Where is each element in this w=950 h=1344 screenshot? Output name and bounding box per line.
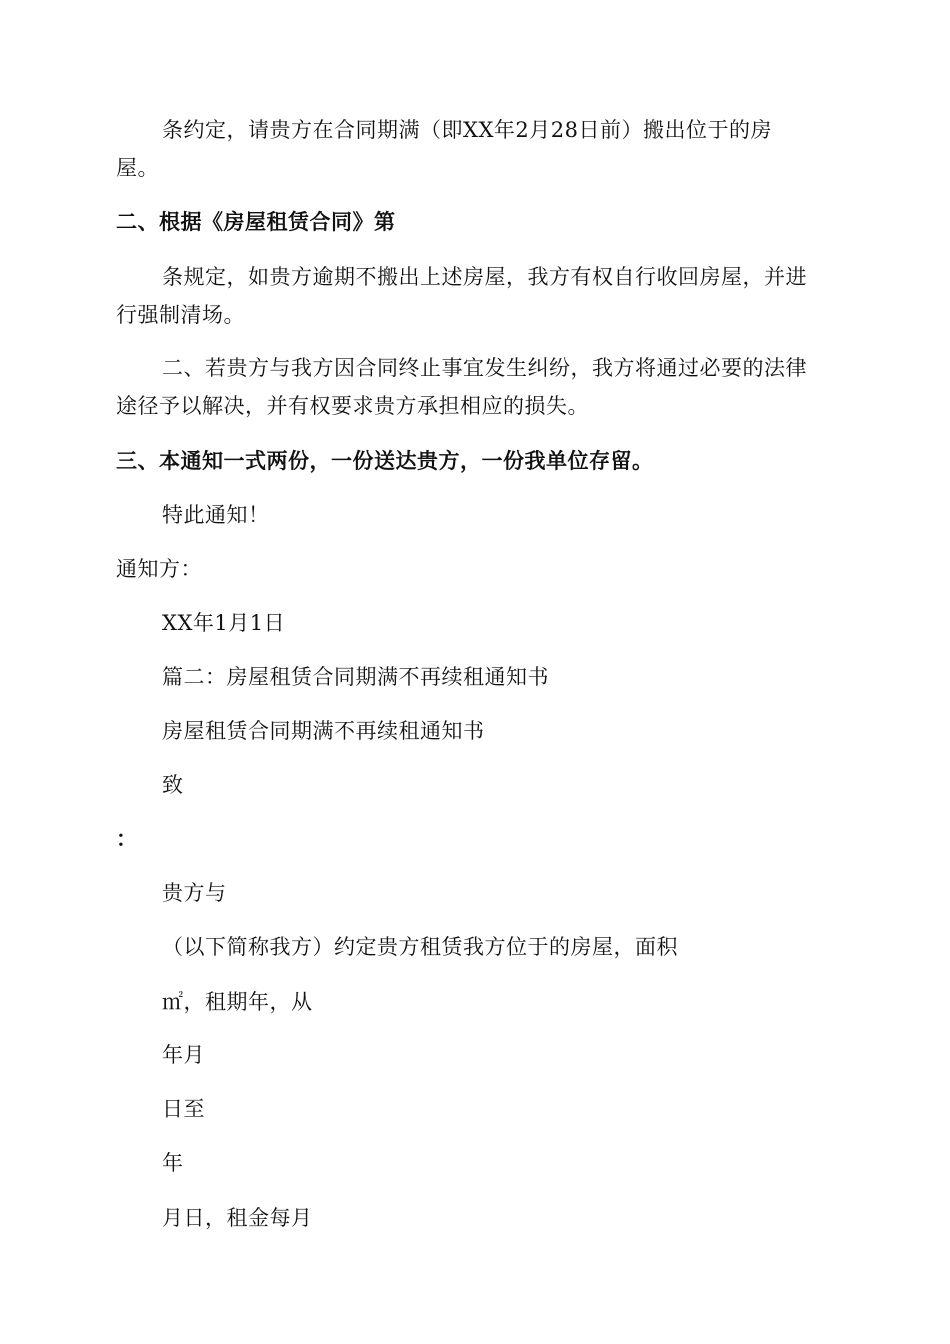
paragraph-line: 年 (162, 1151, 184, 1175)
paragraph-line: 行强制清场。 (116, 303, 245, 327)
paragraph-line: 日至 (162, 1097, 205, 1121)
paragraph-line: 二、若贵方与我方因合同终止事宜发生纠纷，我方将通过必要的法律 (162, 356, 807, 380)
paragraph-line: 屋。 (116, 156, 159, 180)
paragraph-line: 条约定，请贵方在合同期满（即XX年2月28日前）搬出位于的房 (162, 118, 772, 142)
closing-line: 特此通知！ (162, 503, 270, 527)
paragraph-line: 贵方与 (162, 881, 227, 905)
section-heading: 二、根据《房屋租赁合同》第 (116, 209, 396, 234)
date-line: XX年1月1日 (162, 611, 286, 635)
chapter-title: 篇二：房屋租赁合同期满不再续租通知书 (162, 665, 549, 689)
salutation-colon: ： (116, 826, 138, 851)
section-heading: 三、本通知一式两份，一份送达贵方，一份我单位存留。 (116, 448, 654, 473)
notifier-label: 通知方： (116, 557, 202, 581)
paragraph-line: 途径予以解决，并有权要求贵方承担相应的损失。 (116, 394, 589, 418)
paragraph-line: ㎡，租期年，从 (162, 990, 313, 1014)
document-title: 房屋租赁合同期满不再续租通知书 (162, 719, 485, 743)
paragraph-line: （以下简称我方）约定贵方租赁我方位于的房屋，面积 (162, 935, 678, 959)
paragraph-line: 月日，租金每月 (162, 1206, 313, 1230)
paragraph-line: 条规定，如贵方逾期不搬出上述房屋，我方有权自行收回房屋，并进 (162, 265, 807, 289)
paragraph-line: 年月 (162, 1043, 205, 1067)
salutation-line: 致 (162, 773, 184, 797)
